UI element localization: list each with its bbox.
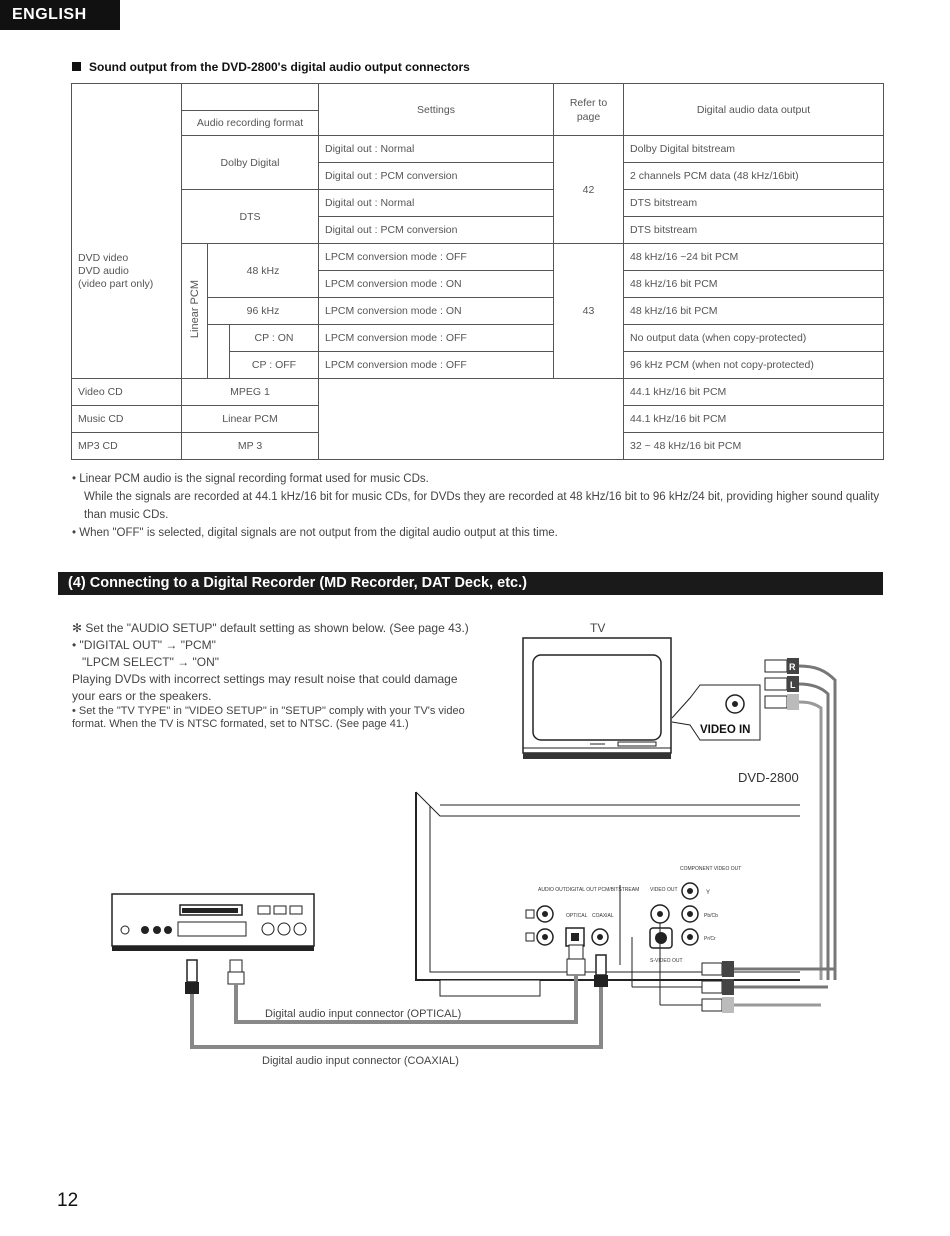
page-number: 12 <box>57 1190 79 1211</box>
format-dolby: Dolby Digital <box>182 136 319 190</box>
output-cell: 44.1 kHz/16 bit PCM <box>624 406 884 433</box>
coaxial-connector-label: Digital audio input connector (COAXIAL) <box>262 1055 459 1067</box>
output-cell: 44.1 kHz/16 bit PCM <box>624 379 884 406</box>
table-corner-cell <box>72 84 182 136</box>
note-1: • Linear PCM audio is the signal recording format used for music CDs. <box>72 473 429 485</box>
note-1b: While the signals are recorded at 44.1 kHz/16 bit for music CDs, for DVDs they are recorded at 48 kHz/16 bit to 96 kHz/24 bit, providing higher sound quality than music CDs. <box>84 491 880 521</box>
optical-connector-label: Digital audio input connector (OPTICAL) <box>265 1008 462 1020</box>
model-label: DVD-2800 <box>738 770 799 785</box>
connection-diagram <box>0 600 950 1080</box>
format-mpeg1: MPEG 1 <box>182 379 319 406</box>
optical-label: OPTICAL <box>566 913 588 919</box>
setting-cell: Digital out : PCM conversion <box>319 163 554 190</box>
md-recorder-illustration <box>112 894 314 951</box>
note-1-text: Linear PCM audio is the signal recording format used for music CDs. <box>79 473 429 485</box>
group-dvd-label: DVD video DVD audio (video part only) <box>78 252 154 291</box>
setting-cell: LPCM conversion mode : OFF <box>319 325 554 352</box>
group-dvd-cell <box>72 136 182 379</box>
component-label: COMPONENT VIDEO OUT <box>680 866 742 872</box>
section-title <box>72 60 470 74</box>
language-tab: ENGLISH <box>0 0 120 30</box>
setting-cell: LPCM conversion mode : ON <box>319 271 554 298</box>
col-header-format: Audio recording format <box>182 111 319 136</box>
col-header-output: Digital audio data output <box>624 84 884 136</box>
instr-1-text: Set the "AUDIO SETUP" default setting as shown below. (See page 43.) <box>85 621 469 635</box>
instr-2-text: "DIGITAL OUT" → "PCM" <box>79 638 216 652</box>
source-video-cd: Video CD <box>72 379 182 406</box>
jack-pr-label: Pr/Cr <box>704 936 716 942</box>
source-mp3-cd: MP3 CD <box>72 433 182 460</box>
format-48khz: 48 kHz <box>208 244 319 298</box>
format-mp3: MP 3 <box>182 433 319 460</box>
audio-output-table <box>71 83 884 460</box>
format-linear-pcm <box>182 244 208 379</box>
tv-label: TV <box>590 621 606 635</box>
digital-out-label: DIGITAL OUT PCM/BITSTREAM <box>566 887 640 893</box>
connect-heading: (4) Connecting to a Digital Recorder (MD Recorder, DAT Deck, etc.) <box>58 572 883 595</box>
setting-cell: LPCM conversion mode : OFF <box>319 352 554 379</box>
video-in-callout <box>672 685 760 740</box>
blank-settings-cell <box>319 379 624 460</box>
col-header-settings: Settings <box>319 84 554 136</box>
output-cell: No output data (when copy-protected) <box>624 325 884 352</box>
setting-cell: LPCM conversion mode : OFF <box>319 244 554 271</box>
format-cp-off: CP : OFF <box>230 352 319 379</box>
output-cell: 2 channels PCM data (48 kHz/16bit) <box>624 163 884 190</box>
setting-cell: LPCM conversion mode : ON <box>319 298 554 325</box>
note-2: • When "OFF" is selected, digital signals are not output from the digital audio output at this time. <box>72 527 558 539</box>
output-cell: 32 ~ 48 kHz/16 bit PCM <box>624 433 884 460</box>
tv-rca-plugs <box>765 658 835 980</box>
coaxial-label: COAXIAL <box>592 913 614 919</box>
instr-2: • "DIGITAL OUT" → "PCM" <box>72 638 216 652</box>
format-cp-on: CP : ON <box>230 325 319 352</box>
setting-cell: Digital out : Normal <box>319 190 554 217</box>
instr-4: Playing DVDs with incorrect settings may result noise that could damage your ears or the speakers. <box>72 672 458 703</box>
page-ref-43: 43 <box>554 244 624 379</box>
setting-cell: Digital out : PCM conversion <box>319 217 554 244</box>
video-in-label: VIDEO IN <box>700 724 751 736</box>
instr-3: "LPCM SELECT" → "ON" <box>82 655 220 669</box>
output-cell: DTS bitstream <box>624 217 884 244</box>
format-dts: DTS <box>182 190 319 244</box>
output-cell: 96 kHz PCM (when not copy-protected) <box>624 352 884 379</box>
output-cell: 48 kHz/16 bit PCM <box>624 298 884 325</box>
dvd-player-illustration <box>416 792 800 996</box>
video-out-label: VIDEO OUT <box>650 887 678 893</box>
instr-5: • Set the "TV TYPE" in "VIDEO SETUP" in "SETUP" comply with your TV's video format. When the TV is NTSC formated, set to NTSC. (See page 41.) <box>72 705 465 730</box>
instr-1: ✻ Set the "AUDIO SETUP" default setting as shown below. (See page 43.) <box>72 621 469 635</box>
linear-pcm-label: Linear PCM <box>188 280 201 339</box>
col-header-refer: Refer to page <box>554 84 624 136</box>
format-linear-pcm-cd: Linear PCM <box>182 406 319 433</box>
output-cell: Dolby Digital bitstream <box>624 136 884 163</box>
plug-l-label: L <box>790 680 796 690</box>
table-corner-upper <box>182 84 319 111</box>
table-notes <box>72 470 892 542</box>
source-music-cd: Music CD <box>72 406 182 433</box>
output-cell: 48 kHz/16 ~24 bit PCM <box>624 244 884 271</box>
blank-cell <box>208 325 230 379</box>
svideo-label: S-VIDEO OUT <box>650 958 683 964</box>
instr-5-text: Set the "TV TYPE" in "VIDEO SETUP" in "SETUP" comply with your TV's video format. When the TV is NTSC formated, set to NTSC. (See page 41.) <box>72 705 465 730</box>
output-cell: DTS bitstream <box>624 190 884 217</box>
audio-out-label: AUDIO OUT <box>538 887 566 893</box>
setting-cell: Digital out : Normal <box>319 136 554 163</box>
page-ref-42: 42 <box>554 136 624 244</box>
tv-illustration <box>523 621 671 759</box>
bullet-square-icon <box>72 62 81 71</box>
plug-r-label: R <box>789 662 796 672</box>
jack-pb-label: Pb/Cb <box>704 913 718 919</box>
section-title-text: Sound output from the DVD-2800's digital audio output connectors <box>89 60 470 74</box>
digital-cables <box>185 945 608 1067</box>
output-cell: 48 kHz/16 bit PCM <box>624 271 884 298</box>
jack-y-label: Y <box>706 890 711 896</box>
note-2-text: When "OFF" is selected, digital signals are not output from the digital audio output at this time. <box>79 527 558 539</box>
format-96khz: 96 kHz <box>208 298 319 325</box>
